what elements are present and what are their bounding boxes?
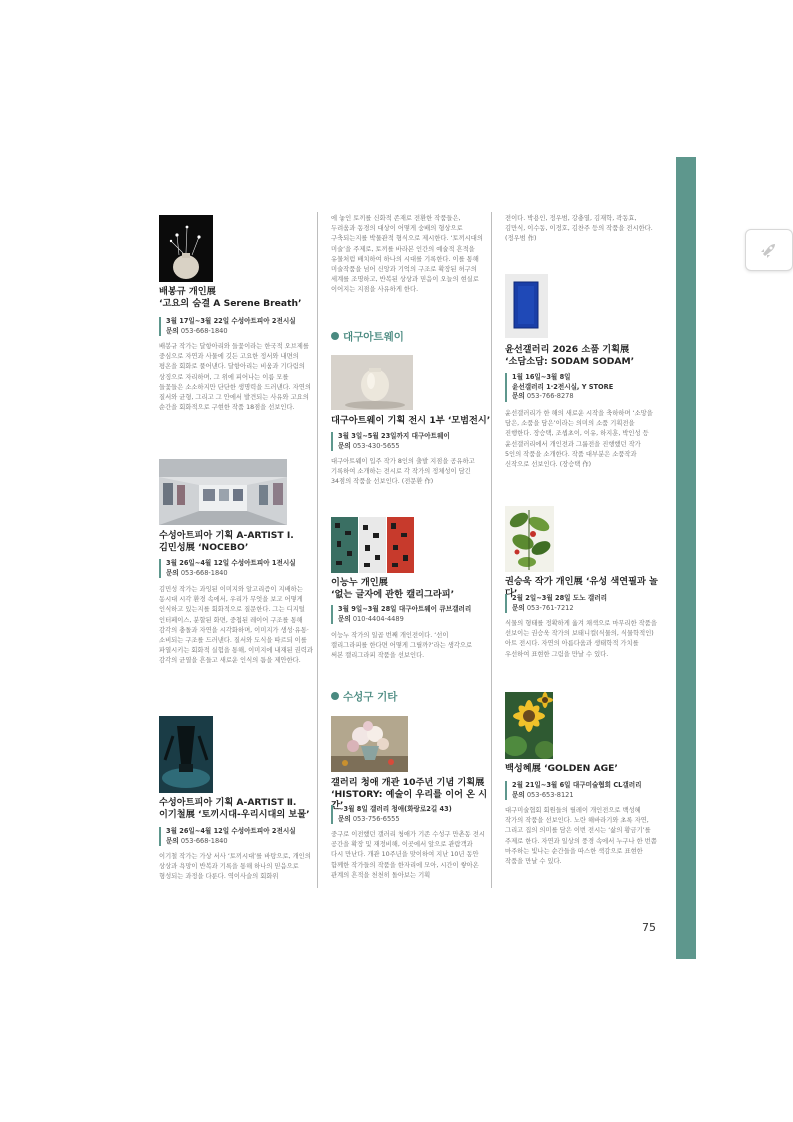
artwork-image-calligraphy xyxy=(331,517,414,573)
page-number: 75 xyxy=(642,921,656,934)
exhibition-description: 배봉규 작가는 달항아리와 들꽃이라는 한국적 오브제를 중심으로 자연과 사물에 깃든 고요한 정서와 내면의 평온을 회화로 풀어낸다. 달항아리는 비움과 기다림의 상징으로 자리하며, 그 위에 피어나는 이름 모를 들꽃들은 소소하지만 단단한 생명력을 드러낸다. 자연의 질서와 균형, 그리고 그 안에서 발견되는 사유와 고요의 순간을 회화적으로 구현한 작품 18점을 선보인다. xyxy=(159,343,311,412)
contact-phone: 문의 010-4404-4489 xyxy=(338,614,404,623)
exhibition-date: 2월 2일~3월 28일 도노 갤러리 xyxy=(512,594,607,602)
exhibition-description: 이능누 작가의 일곱 번째 개인전이다. ‘선이 캘리그라피를 한다면 어떻게 그릴까?’라는 생각으로 써본 캘리그라피 작품을 선보인다. xyxy=(331,632,473,660)
exhibition-date: 3월 26일~4월 12일 수성아트피아 1전시실 xyxy=(166,559,296,567)
artwork-image-sunflowers xyxy=(505,692,553,759)
column-divider-1 xyxy=(317,212,318,888)
exhibition-title: 이능누 개인展 ‘없는 글자에 관한 캘리그라피’ xyxy=(331,577,455,600)
contact-phone: 문의 053-756-6555 xyxy=(338,814,400,823)
exhibition-date: 2월 21일~3월 6일 대구미술협회 CL갤러리 xyxy=(512,781,642,789)
exhibition-title: 수성아트피아 기획 A-ARTIST Ⅰ. 김민성展 ‘NOCEBO’ xyxy=(159,530,294,553)
exhibition-date: 3월 17일~3월 22일 수성아트피아 2전시실 xyxy=(166,317,296,325)
section-bullet-icon xyxy=(331,692,339,700)
artwork-image-botanical xyxy=(505,506,554,572)
contact-phone: 문의 053-668-1840 xyxy=(166,836,228,845)
exhibition-description-continued: 전이다. 박용인, 정우범, 강충열, 김재학, 곽동효, 김만식, 이수동, 이정호, 김찬주 등의 작품을 전시한다. (정우범 作) xyxy=(505,215,653,243)
contact-phone: 문의 053-668-1840 xyxy=(166,326,228,335)
exhibition-title: 수성아트피아 기획 A-ARTIST Ⅱ. 이기철展 ‘토끼시대-우리시대의 보물’ xyxy=(159,797,310,820)
exhibition-info xyxy=(331,605,488,624)
artwork-image-gallery xyxy=(159,459,287,525)
exhibition-description-continued: 에 놓인 토끼를 신화적 존재로 전환한 작품들은, 두려움과 동경의 대상이 어떻게 숭배의 형상으로 구축되는지를 박물관적 형식으로 제시한다. ‘토끼시대의 미술’을 주제로, 토끼를 바라본 인간의 예술적 흔적을 유물처럼 배치하여 하나의 시대를 기록한다. 이를 통해 미술작품을 넘어 신앙과 기억의 구조로 확장된 허구의 세계를 조명하고, 반복된 상상과 믿음이 오늘의 현실로 이어지는 지점을 사유하게 한다. xyxy=(331,215,483,294)
contact-phone: 문의 053-653-8121 xyxy=(512,790,574,799)
exhibition-description: 윤선갤러리가 한 해의 새로운 시작을 축하하며 ‘소망을 담은, 소품을 담은’이라는 의미의 소품 기획전을 진행한다. 장승택, 조셉초이, 이유, 하지훈, 박인성 등 윤선갤러리에서 개인전과 그룹전을 진행했던 작가 5인의 작품을 소개한다. 작품 대부분은 소품작과 신작으로 선보인다. (장승택 作) xyxy=(505,410,653,469)
artwork-image-blue-painting xyxy=(505,274,548,338)
exhibition-title: 대구아트웨이 기획 전시 1부 ‘모범전시’ xyxy=(331,415,491,426)
contact-phone: 문의 053-668-1840 xyxy=(166,568,228,577)
exhibition-description: 김민성 작가는 과잉된 이미지와 알고리즘이 지배하는 동시대 시각 환경 속에서, 우리가 무엇을 보고 어떻게 인식하고 있는지를 회화적으로 질문한다. 그는 디지털 인터페이스, 분할된 화면, 중첩된 레이어 구조를 통해 감각의 충돌과 자연을 시각화하며, 이미지가 생성·유통·소비되는 구조를 드러낸다. 질서와 도식을 따르되 이를 파열시키는 회화적 실험을 통해, 이미지에 내재된 권력과 감각의 균열을 흔들고 새로운 인식의 틈을 제안한다. xyxy=(159,586,313,665)
artwork-image-moon-jar xyxy=(331,355,413,410)
exhibition-date: 3월 9일~3월 28일 대구아트웨이 큐브갤러리 xyxy=(338,605,472,613)
exhibition-description: 대구아트웨이 입주 작가 8인의 출발 지점을 공유하고 기록하여 소개하는 전시로 각 작가의 정체성이 담긴 34점의 작품을 선보인다. (전문환 作) xyxy=(331,458,475,486)
exhibition-info xyxy=(505,373,662,402)
column-divider-2 xyxy=(491,212,492,888)
exhibition-description: 대구미술협회 회원들의 릴레이 개인전으로 백성혜 작가의 작품을 선보인다. 노란 해바라기와 초록 자연, 그리고 집의 의미를 담은 이번 전시는 ‘삶의 황금기’를 주제로 한다. 자연과 일상의 풍경 속에서 누구나 한 번쯤 마주하는 빛나는 순간들을 따스한 색감으로 표현한 작품을 만날 수 있다. xyxy=(505,807,657,866)
contact-phone: 문의 053-766-8278 xyxy=(512,392,574,400)
exhibition-title: 윤선갤러리 2026 소품 기획展 ‘소담소담: SODAM SODAM’ xyxy=(505,344,635,367)
exhibition-description: 중구로 이전했던 갤러리 청애가 기존 수성구 만촌동 전시 공간을 확장 및 재정비해, 이곳에서 앞으로 관람객과 다시 만난다. 개관 10주년을 맞이하여 지난 10년 동안 함께한 작가들의 작품을 한자리에 모아, 시간이 쌓아온 관계의 흔적을 천천히 돌아보는 기획 xyxy=(331,831,485,879)
artwork-image-sculpture xyxy=(159,716,213,793)
exhibition-venue: 윤선갤러리 1·2전시실, Y STORE xyxy=(512,382,614,391)
contact-phone: 문의 053-761-7212 xyxy=(512,603,574,612)
floating-action-button[interactable] xyxy=(745,229,793,271)
exhibition-title: 갤러리 청애 개관 10주년 기념 기획展 ‘HISTORY: 예술이 우리를 이어 온 시간’ xyxy=(331,777,488,811)
exhibition-info xyxy=(159,559,316,578)
exhibition-info xyxy=(505,594,662,613)
exhibition-info xyxy=(505,781,662,800)
exhibition-date: 3월 26일~4월 12일 수성아트피아 2전시실 xyxy=(166,827,296,835)
section-heading: 대구아트웨이 xyxy=(331,330,404,344)
exhibition-description: 식물의 형태를 정확하게 옮겨 채색으로 마무리한 작품을 선보이는 권승욱 작가의 보태니컬(식물의, 식물학적인) 아트 전시다. 자연의 아름다움과 생태학적 가치를 우선하여 표현한 그림을 만날 수 있다. xyxy=(505,620,657,658)
exhibition-info xyxy=(159,317,316,336)
exhibition-date: ~3월 8일 갤러리 청애(화랑로2길 43) xyxy=(338,805,452,813)
exhibition-title: 배봉규 개인展 ‘고요의 숨결 A Serene Breath’ xyxy=(159,286,302,309)
artwork-image-vase xyxy=(159,215,213,282)
exhibition-title: 백성혜展 ‘GOLDEN AGE’ xyxy=(505,763,618,774)
exhibition-date: 1월 16일~3월 8일 xyxy=(512,373,571,381)
rocket-icon xyxy=(759,240,779,260)
page-edge-stripe xyxy=(676,157,696,959)
section-bullet-icon xyxy=(331,332,339,340)
artwork-image-flowers xyxy=(331,716,408,772)
exhibition-date: 3월 3일~5월 23일까지 대구아트웨이 xyxy=(338,432,450,440)
contact-phone: 문의 053-430-5655 xyxy=(338,441,400,450)
exhibition-title: 권승욱 작가 개인展 ‘유성 색연필과 놀다’ xyxy=(505,576,658,599)
exhibition-info xyxy=(159,827,316,846)
exhibition-info xyxy=(331,432,488,451)
section-heading: 수성구 기타 xyxy=(331,690,397,704)
exhibition-description: 이기철 작가는 가상 서사 ‘토끼시대’를 바탕으로, 개인의 상상과 욕망이 반복과 기록을 통해 하나의 믿음으로 형성되는 과정을 다룬다. 역이사슬의 회화위 xyxy=(159,853,311,881)
exhibition-info xyxy=(331,805,488,824)
